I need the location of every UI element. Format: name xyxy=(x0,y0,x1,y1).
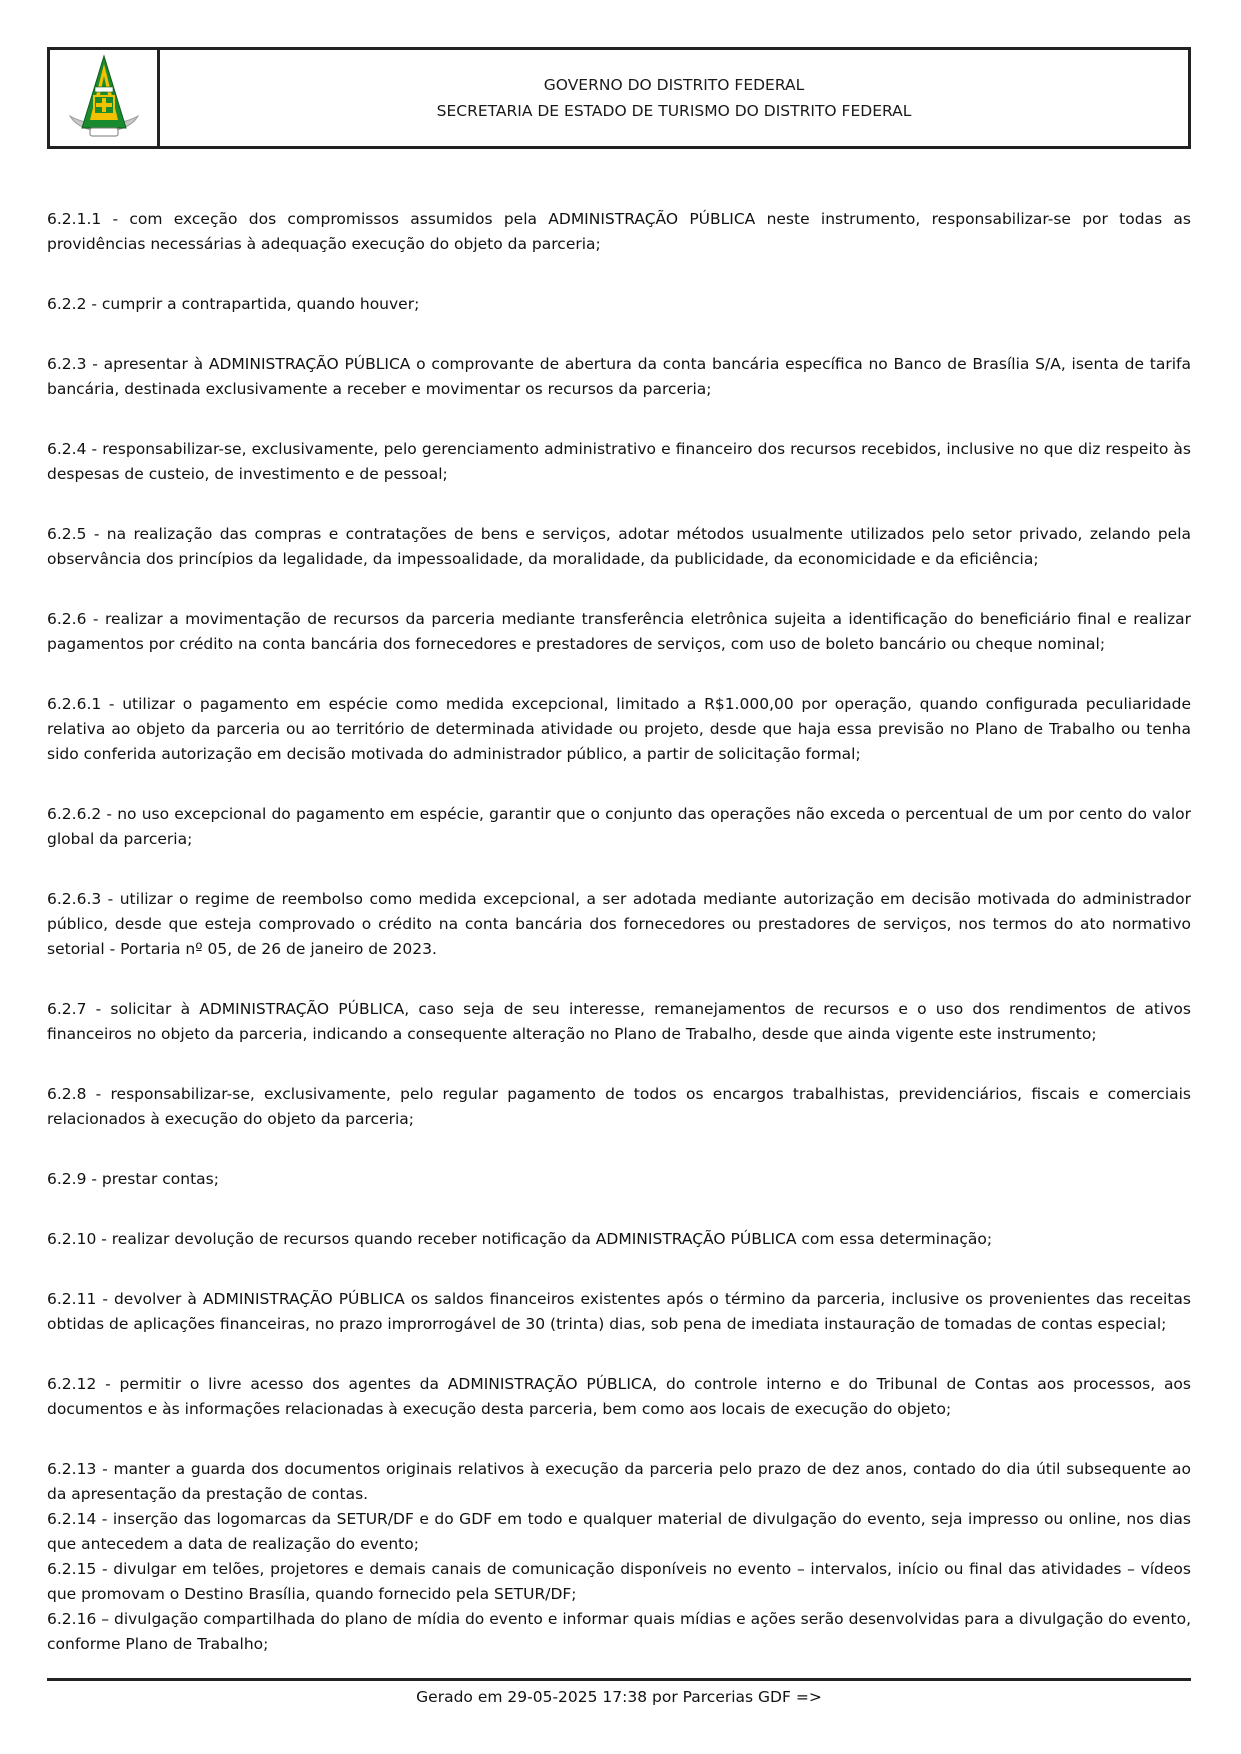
clause-paragraph: 6.2.10 - realizar devolução de recursos quando receber notificação da ADMINISTRAÇÃO PÚBLICA com essa determinação; xyxy=(47,1230,993,1248)
header-government-name: GOVERNO DO DISTRITO FEDERAL xyxy=(543,76,805,94)
clause-paragraph: 6.2.6 - realizar a movimentação de recursos da parceria mediante transferência eletrônica sujeita a identificação do beneficiário final e realizar pagamentos por crédito na conta bancária dos fornecedores e prestadores de serviços, com uso de boleto bancário ou cheque nominal; xyxy=(47,610,1191,653)
clause-paragraph: 6.2.4 - responsabilizar-se, exclusivamente, pelo gerenciamento administrativo e financeiro dos recursos recebidos, inclusive no que diz respeito às despesas de custeio, de investimento e de pessoal; xyxy=(47,440,1191,483)
clause-paragraph: 6.2.13 - manter a guarda dos documentos originais relativos à execução da parceria pelo prazo de dez anos, contado do dia útil subsequente ao da apresentação da prestação de contas. xyxy=(47,1460,1191,1503)
clause-paragraph: 6.2.15 - divulgar em telões, projetores e demais canais de comunicação disponíveis no evento – intervalos, início ou final das atividades – vídeos que promovam o Destino Brasília, quando fornecido pela SETUR/DF; xyxy=(47,1560,1191,1603)
logo-cell xyxy=(50,50,160,146)
clause-paragraph: 6.2.14 - inserção das logomarcas da SETUR/DF e do GDF em todo e qualquer material de divulgação do evento, seja impresso ou online, nos dias que antecedem a data de realização do evento; xyxy=(47,1510,1191,1553)
clause-paragraph: 6.2.6.1 - utilizar o pagamento em espécie como medida excepcional, limitado a R$1.000,00 por operação, quando configurada peculiaridade relativa ao objeto da parceria ou ao território de determinada atividade ou projeto, desde que haja essa previsão no Plano de Trabalho ou tenha sido conferida autorização em decisão motivada do administrador público, a partir de solicitação formal; xyxy=(47,695,1191,763)
footer-divider xyxy=(47,1678,1191,1681)
clause-paragraph: 6.2.11 - devolver à ADMINISTRAÇÃO PÚBLICA os saldos financeiros existentes após o término da parceria, inclusive os provenientes das receitas obtidas de aplicações financeiras, no prazo improrrogável de 30 (trinta) dias, sob pena de imediata instauração de tomadas de contas especial; xyxy=(47,1290,1191,1333)
document-header xyxy=(47,47,1191,149)
clause-paragraph: 6.2.2 - cumprir a contrapartida, quando houver; xyxy=(47,295,420,313)
clause-paragraph: 6.2.8 - responsabilizar-se, exclusivamente, pelo regular pagamento de todos os encargos trabalhistas, previdenciários, fiscais e comerciais relacionados à execução do objeto da parceria; xyxy=(47,1085,1191,1128)
clause-paragraph: 6.2.6.3 - utilizar o regime de reembolso como medida excepcional, a ser adotada mediante autorização em decisão motivada do administrador público, desde que esteja comprovado o crédito na conta bancária dos fornecedores ou prestadores de serviços, nos termos do ato normativo setorial - Portaria nº 05, de 26 de janeiro de 2023. xyxy=(47,890,1191,958)
footer-generated-text: Gerado em 29-05-2025 17:38 por Parcerias GDF => xyxy=(416,1688,822,1706)
clause-paragraph: 6.2.6.2 - no uso excepcional do pagamento em espécie, garantir que o conjunto das operações não exceda o percentual de um por cento do valor global da parceria; xyxy=(47,805,1191,848)
clause-paragraph: 6.2.16 – divulgação compartilhada do plano de mídia do evento e informar quais mídias e ações serão desenvolvidas para a divulgação do evento, conforme Plano de Trabalho; xyxy=(47,1610,1191,1653)
header-secretariat-name: SECRETARIA DE ESTADO DE TURISMO DO DISTRITO FEDERAL xyxy=(436,102,912,120)
clause-paragraph: 6.2.7 - solicitar à ADMINISTRAÇÃO PÚBLICA, caso seja de seu interesse, remanejamentos de recursos e o uso dos rendimentos de ativos financeiros no objeto da parceria, indicando a consequente alteração no Plano de Trabalho, desde que ainda vigente este instrumento; xyxy=(47,1000,1191,1043)
clause-paragraph: 6.2.12 - permitir o livre acesso dos agentes da ADMINISTRAÇÃO PÚBLICA, do controle interno e do Tribunal de Contas aos processos, aos documentos e às informações relacionadas à execução desta parceria, bem como aos locais de execução do objeto; xyxy=(47,1375,1191,1418)
gdf-coat-of-arms-icon xyxy=(64,54,144,142)
clause-paragraph: 6.2.5 - na realização das compras e contratações de bens e serviços, adotar métodos usualmente utilizados pelo setor privado, zelando pela observância dos princípios da legalidade, da impessoalidade, da moralidade, da publicidade, da economicidade e da eficiência; xyxy=(47,525,1191,568)
document-body xyxy=(47,207,1191,1657)
clause-paragraph: 6.2.3 - apresentar à ADMINISTRAÇÃO PÚBLICA o comprovante de abertura da conta bancária específica no Banco de Brasília S/A, isenta de tarifa bancária, destinada exclusivamente a receber e movimentar os recursos da parceria; xyxy=(47,355,1191,398)
header-title-block xyxy=(160,50,1188,146)
clause-paragraph: 6.2.9 - prestar contas; xyxy=(47,1170,219,1188)
clause-paragraph: 6.2.1.1 - com exceção dos compromissos assumidos pela ADMINISTRAÇÃO PÚBLICA neste instrumento, responsabilizar-se por todas as providências necessárias à adequação execução do objeto da parceria; xyxy=(47,210,1191,253)
